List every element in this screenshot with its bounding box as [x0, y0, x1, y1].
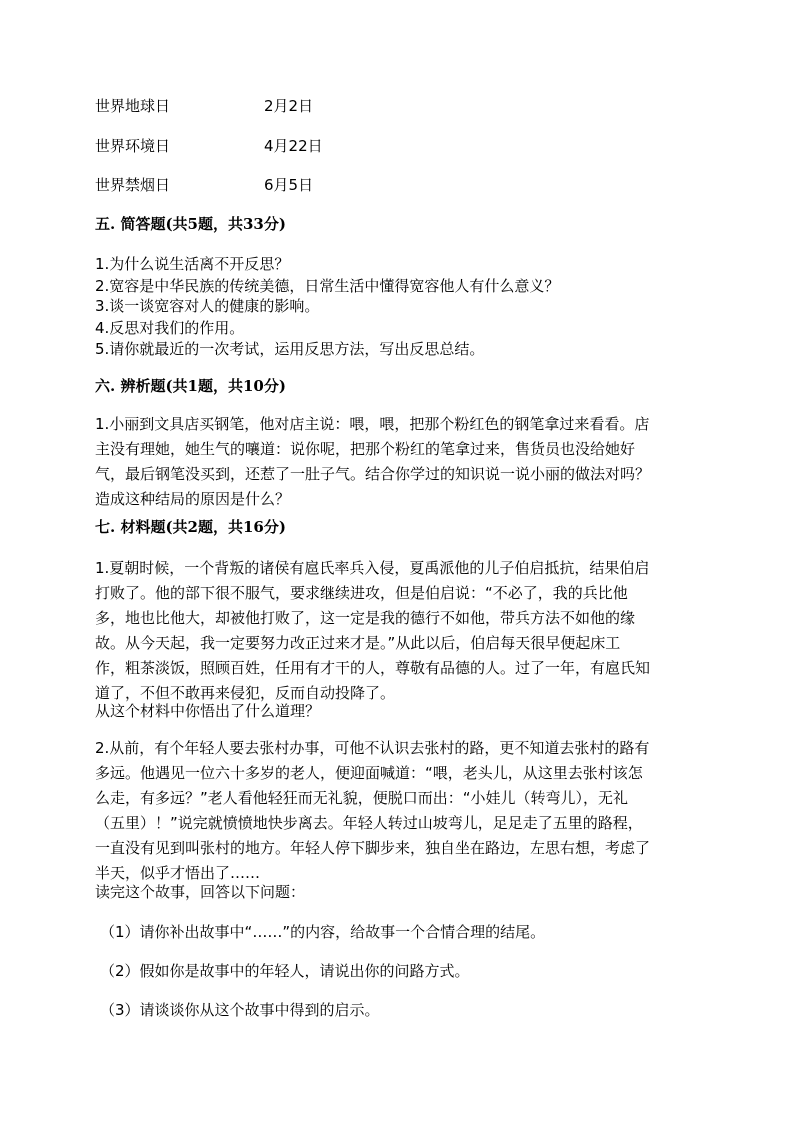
text-line: 造成这种结局的原因是什么？: [95, 490, 291, 508]
day-row: [95, 175, 314, 195]
day-date: 2月2日: [264, 97, 314, 115]
day-row: [95, 136, 323, 156]
text-line: 作，粗茶淡饭，照顾百姓，任用有才干的人，尊敬有品德的人。过了一年，有扈氏知: [95, 659, 651, 677]
text-line: 气，最后钢笔没买到，还惹了一肚子气。结合你学过的知识说一说小丽的做法对吗？: [95, 465, 651, 483]
text-line: 故。从今天起，我一定要努力改正过来才是。”从此以后，伯启每天很早便起床工: [95, 634, 621, 652]
sub-question: （3）请谈谈你从这个故事中得到的启示。: [100, 1001, 380, 1019]
text-line: 1.夏朝时候，一个背叛的诸侯有扈氏率兵入侵，夏禹派他的儿子伯启抵抗，结果伯启: [95, 559, 650, 577]
day-name: 世界地球日: [95, 97, 171, 115]
section7-question-2-prompt: 读完这个故事，回答以下问题：: [95, 883, 306, 901]
section5-title: 五. 简答题(共5题，共33分): [95, 215, 286, 233]
sub-question: （2）假如你是故事中的年轻人，请说出你的问路方式。: [100, 962, 470, 980]
day-row: [95, 96, 314, 116]
section7-question-2: [95, 736, 695, 886]
text-line: 一直没有见到叫张村的地方。年轻人停下脚步来，独自坐在路边，左思右想，考虑了: [95, 839, 651, 857]
text-line: 多，地也比他大，却被他打败了，这一定是我的德行不如他，带兵方法不如他的缘: [95, 609, 636, 627]
text-line: 打败了。他的部下很不服气，要求继续进攻，但是伯启说：“不必了，我的兵比他: [95, 584, 628, 602]
section7-question-1-prompt: 从这个材料中你悟出了什么道理？: [95, 702, 321, 720]
question-item: 3.谈一谈宽容对人的健康的影响。: [95, 297, 320, 315]
day-date: 4月22日: [264, 137, 323, 155]
text-line: 么走，有多远？”老人看他轻狂而无礼貌，便脱口而出：“小娃儿（转弯儿），无礼: [95, 789, 629, 807]
text-line: 道了，不但不敢再来侵犯，反而自动投降了。: [95, 684, 396, 702]
question-item: 1.为什么说生活离不开反思？: [95, 255, 290, 273]
section7-question-1: [95, 556, 695, 706]
question-item: 4.反思对我们的作用。: [95, 319, 245, 337]
text-line: 2.从前，有个年轻人要去张村办事，可他不认识去张村的路，更不知道去张村的路有: [95, 739, 650, 757]
text-line: 半天，似乎才悟出了……: [95, 864, 261, 882]
day-date: 6月5日: [264, 176, 314, 194]
text-line: 多远。他遇见一位六十多岁的老人，便迎面喊道：“喂，老头儿，从这里去张村该怎: [95, 764, 643, 782]
question-item: 5.请你就最近的一次考试，运用反思方法，写出反思总结。: [95, 340, 485, 358]
section6-question-1: [95, 412, 695, 512]
sub-question: （1）请你补出故事中“……”的内容，给故事一个合情合理的结尾。: [100, 923, 546, 941]
text-line: 主没有理她，她生气的嚷道：说你呢，把那个粉红的笔拿过来，售货员也没给她好: [95, 440, 636, 458]
day-name: 世界环境日: [95, 137, 171, 155]
section7-title: 七. 材料题(共2题，共16分): [95, 518, 286, 536]
section6-title: 六. 辨析题(共1题，共10分): [95, 377, 286, 395]
day-name: 世界禁烟日: [95, 176, 171, 194]
question-item: 2.宽容是中华民族的传统美德，日常生活中懂得宽容他人有什么意义？: [95, 277, 560, 295]
text-line: 1.小丽到文具店买钢笔，他对店主说：喂，喂，把那个粉红色的钢笔拿过来看看。店: [95, 415, 650, 433]
text-line: （五里）！”说完就愤愤地快步离去。年轻人转过山坡弯儿，足足走了五里的路程，: [95, 814, 643, 832]
